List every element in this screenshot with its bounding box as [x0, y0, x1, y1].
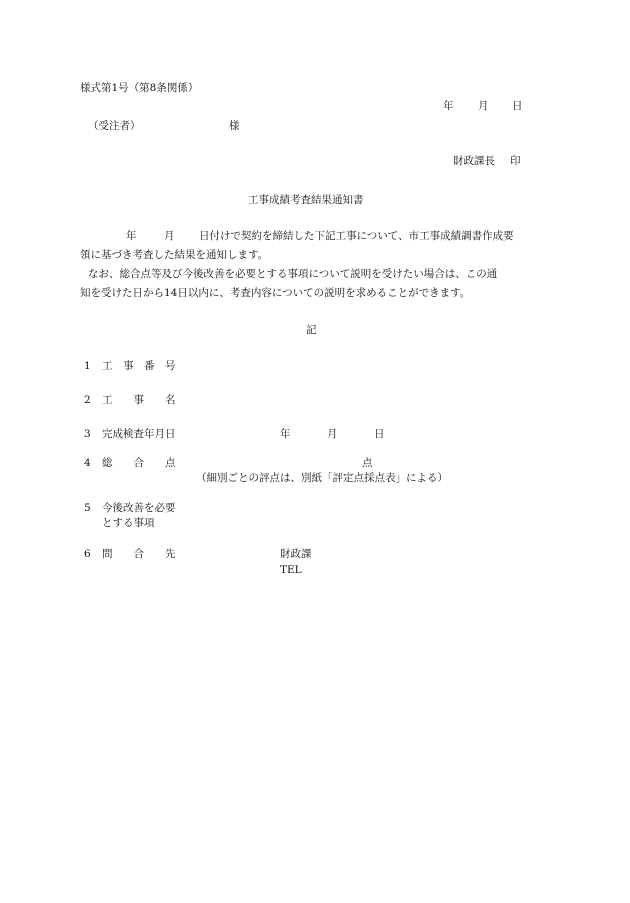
- item-3-label: 完成検査年月日: [102, 428, 176, 440]
- date-year: 年: [443, 100, 454, 112]
- item-1-number: 1: [84, 360, 91, 372]
- body-line1-month: 月: [164, 230, 175, 242]
- item-3-day: 日: [374, 428, 385, 440]
- item-3-year: 年: [280, 428, 291, 440]
- date-month: 月: [478, 100, 489, 112]
- item-4-number: 4: [84, 457, 91, 469]
- body-line1-year: 年: [126, 230, 137, 242]
- item-6-tel: TEL: [280, 564, 302, 576]
- item-6-label: 問 合 先: [102, 548, 176, 560]
- item-6-number: 6: [84, 548, 91, 560]
- item-2-label: 工 事 名: [102, 394, 176, 406]
- item-5-number: 5: [84, 502, 91, 514]
- body-line1-rest: 日付けで契約を締結した下記工事について、市工事成績調書作成要: [199, 230, 514, 242]
- body-line3: なお、総合点等及び今後改善を必要とする事項について説明を受けたい場合は、この通: [88, 268, 498, 280]
- item-4-unit: 点: [362, 457, 373, 469]
- seal-mark: 印: [510, 155, 521, 167]
- recipient-label: （受注者）: [88, 120, 141, 132]
- item-3-month: 月: [327, 428, 338, 440]
- document-title: 工事成績考査結果通知書: [248, 194, 364, 206]
- item-3-number: 3: [84, 428, 91, 440]
- item-2-number: 2: [84, 394, 91, 406]
- item-4-note: （細別ごとの評点は、別紙「評定点採点表」による）: [196, 472, 448, 484]
- form-number: 様式第1号（第8条関係）: [80, 82, 199, 94]
- recipient-honorific: 様: [229, 120, 240, 132]
- date-day: 日: [512, 100, 523, 112]
- body-line2: 領に基づき考査した結果を通知します。: [80, 249, 269, 261]
- ki-heading: 記: [306, 324, 317, 336]
- item-5-label-line2: とする事項: [102, 517, 155, 529]
- body-line4: 知を受けた日から14日以内に、考査内容についての説明を求めることができます。: [80, 287, 471, 299]
- sender-title: 財政課長: [453, 155, 495, 167]
- item-4-label: 総 合 点: [102, 457, 176, 469]
- item-5-label-line1: 今後改善を必要: [102, 502, 176, 514]
- item-1-label: 工 事 番 号: [102, 360, 176, 372]
- item-6-department: 財政課: [280, 548, 312, 560]
